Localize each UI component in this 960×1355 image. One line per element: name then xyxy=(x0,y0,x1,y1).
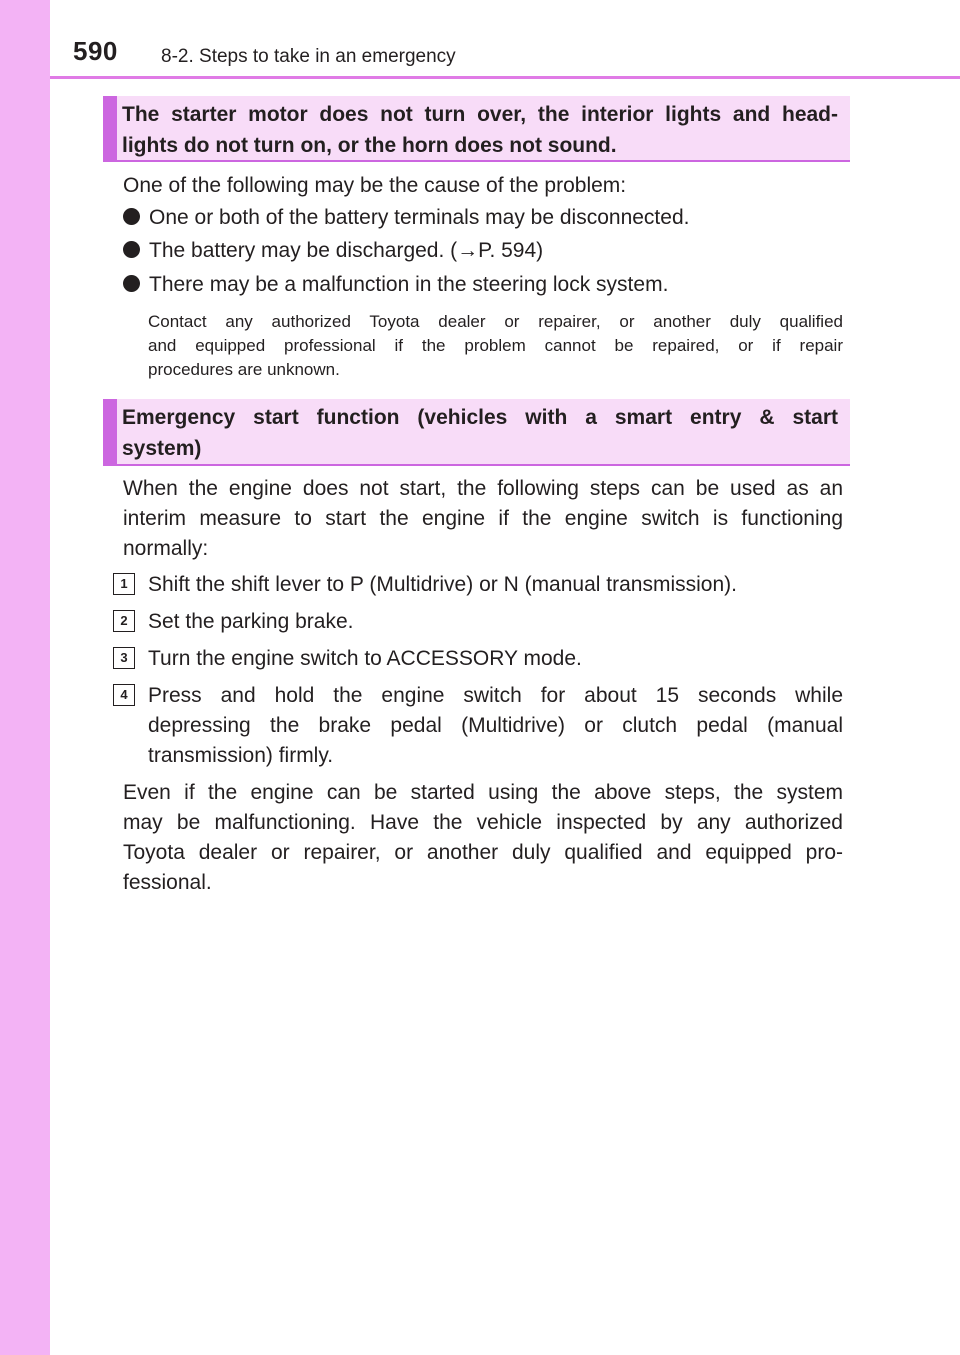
heading-line: lights do not turn on, or the horn does not sound. xyxy=(122,134,617,157)
bullet-text: There may be a malfunction in the steering lock system. xyxy=(149,273,669,296)
cause-bullet xyxy=(123,203,689,233)
step-number-badge: 3 xyxy=(113,647,135,669)
step-text xyxy=(148,607,843,637)
cause-bullet xyxy=(123,270,668,300)
step-number-badge: 1 xyxy=(113,573,135,595)
step-text xyxy=(148,681,843,771)
section-heading-starter xyxy=(103,96,850,162)
intro-line: When the engine does not start, the following steps can be used as an xyxy=(123,477,843,500)
section-title: 8-2. Steps to take in an emergency xyxy=(161,46,456,67)
step-line: Turn the engine switch to ACCESSORY mode. xyxy=(148,647,582,670)
note-line: and equipped professional if the problem cannot be repaired, or if repair xyxy=(148,336,843,355)
step-line: Press and hold the engine switch for about 15 seconds while xyxy=(148,684,843,707)
step-line: Shift the shift lever to P (Multidrive) or N (manual transmission). xyxy=(148,573,737,596)
heading-line: Emergency start function (vehicles with a smart entry & start xyxy=(122,406,838,429)
bullet-dot-icon xyxy=(123,275,140,292)
step-text xyxy=(148,570,843,600)
heading-line: system) xyxy=(122,437,202,460)
note-line: procedures are unknown. xyxy=(148,360,340,379)
header-rule xyxy=(50,76,960,79)
closing-line: Toyota dealer or repairer, or another duly qualified and equipped pro- xyxy=(123,841,843,864)
step-number-badge: 2 xyxy=(113,610,135,632)
step-number-badge: 4 xyxy=(113,684,135,706)
closing-line: may be malfunctioning. Have the vehicle inspected by any authorized xyxy=(123,811,843,834)
bullet-text: The battery may be discharged. (→P. 594) xyxy=(149,239,544,262)
intro-line: normally: xyxy=(123,537,209,560)
contact-note xyxy=(148,310,843,382)
note-line: Contact any authorized Toyota dealer or repairer, or another duly qualified xyxy=(148,312,843,331)
step-text xyxy=(148,644,843,674)
side-tab-strip xyxy=(0,0,50,1355)
step-line: depressing the brake pedal (Multidrive) or clutch pedal (manual xyxy=(148,714,843,737)
cause-intro: One of the following may be the cause of the problem: xyxy=(123,174,627,197)
bullet-text: One or both of the battery terminals may be disconnected. xyxy=(149,206,690,229)
closing-line: Even if the engine can be started using the above steps, the system xyxy=(123,781,843,804)
cause-bullet xyxy=(123,236,543,266)
step-line: transmission) firmly. xyxy=(148,744,334,767)
section-heading-emergency-start xyxy=(103,399,850,466)
bullet-dot-icon xyxy=(123,208,140,225)
bullet-dot-icon xyxy=(123,241,140,258)
closing-paragraph xyxy=(123,778,843,898)
step-line: Set the parking brake. xyxy=(148,610,354,633)
closing-line: fessional. xyxy=(123,871,212,894)
intro-line: interim measure to start the engine if the engine switch is functioning xyxy=(123,507,843,530)
page-number: 590 xyxy=(73,36,118,66)
heading-line: The starter motor does not turn over, the interior lights and head- xyxy=(122,103,838,126)
emergency-intro xyxy=(123,474,843,564)
